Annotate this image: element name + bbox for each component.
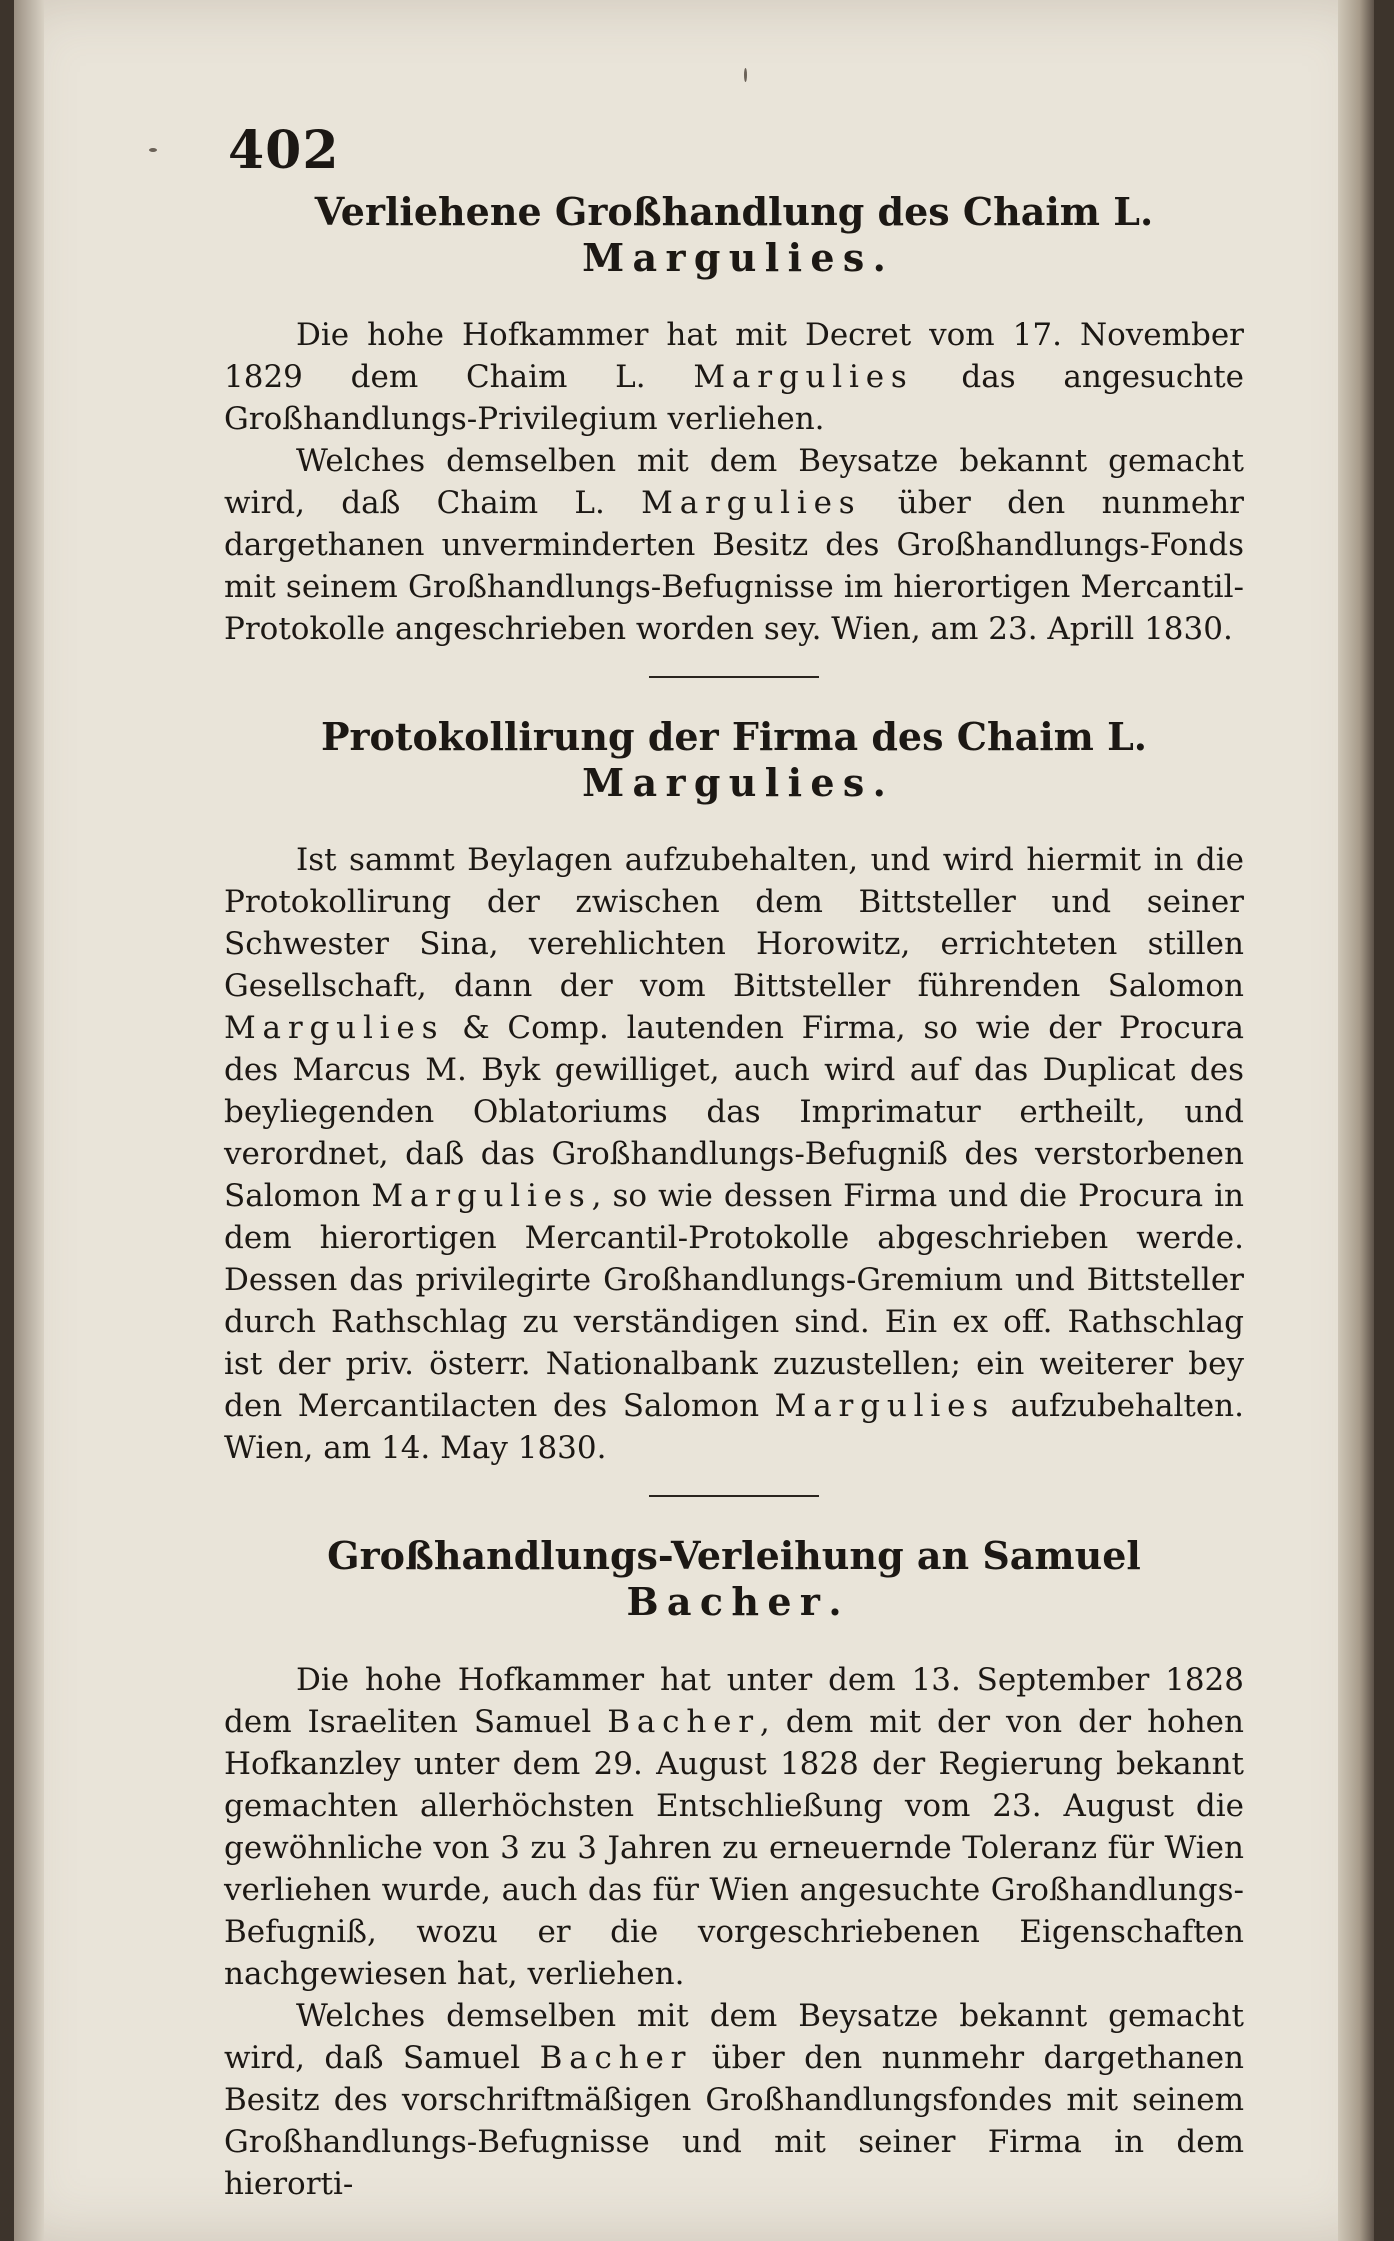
spaced-name: Margulies (774, 1388, 995, 1425)
page-edge-shadow (1338, 0, 1374, 2241)
section-title-punctuation: . (872, 234, 886, 280)
spaced-name: Margulies (641, 485, 862, 522)
section-title-text: Großhandlungs-Verleihung an Samuel (327, 1533, 1141, 1579)
section-title-text: Protokollirung der Firma des Chaim L. (320, 714, 1148, 760)
paragraph-text: , so wie dessen Firma und die Procura in dem hierortigen Mercantil-Protokolle abgeschrieben werde. Dessen das privilegirte Großhandlungs-Gremium und Bittsteller durch Rathschlag zu verständigen sind. Ein ex off. Rathschlag ist der priv. österr. Nationalbank zuzustellen; ein weiterer bey den Mercantilacten des Salomon (224, 1178, 1244, 1425)
section-title (224, 714, 1244, 805)
section-title-punctuation: . (828, 1578, 842, 1624)
spaced-name: Margulies (693, 359, 914, 396)
paragraph-text: aufzubehalten. Wien, am 14. May 1830. (224, 1388, 1244, 1467)
paragraph-text: & Comp. lautenden Firma, so wie der Procura des Marcus M. Byk gewilliget, auch wird auf das Duplicat des beyliegenden Oblatoriums das Imprimatur ertheilt, und verordnet, daß das Großhandlungs-Befugniß des verstorbenen Salomon (224, 1010, 1244, 1215)
spaced-name: Bacher (539, 2039, 693, 2076)
body-paragraph (224, 1659, 1244, 1995)
section-title-punctuation: . (872, 759, 886, 805)
section-title-spaced-name: Margulies (582, 759, 873, 805)
section-title-spaced-name: Bacher (626, 1578, 829, 1624)
ink-speck (149, 148, 157, 152)
body-paragraph (224, 440, 1244, 650)
section-title-spaced-name: Margulies (582, 234, 873, 280)
paragraph-text: Die hohe Hofkammer hat unter dem 13. September 1828 dem Israeliten Samuel (224, 1661, 1244, 1740)
book-page (14, 0, 1374, 2241)
page-number: 402 (228, 120, 340, 181)
section-divider (649, 676, 819, 678)
paragraph-text: über den nunmehr dargethanen Besitz des vorschriftmäßigen Großhandlungsfondes mit seinem Großhandlungs-Befugnisse und mit seiner Firma in dem hierorti- (224, 2039, 1245, 2202)
body-paragraph (224, 314, 1244, 440)
section-divider (649, 1495, 819, 1497)
paragraph-text: das angesuchte Großhandlungs-Privilegium verliehen. (224, 359, 1244, 438)
paragraph-text: über den nunmehr dargethanen unverminderten Besitz des Großhandlungs-Fonds mit seinem Großhandlungs-Befugnisse im hierortigen Mercantil-Protokolle angeschrieben worden sey. Wien, am 23. Aprill 1830. (224, 485, 1244, 648)
section-title (224, 1533, 1244, 1624)
section-title-text: Verliehene Großhandlung des Chaim L. (314, 189, 1154, 234)
page-spine-shadow (14, 0, 44, 2241)
spaced-name: Margulies (371, 1178, 592, 1215)
paragraph-text: Ist sammt Beylagen aufzubehalten, und wird hiermit in die Protokollirung der zwischen dem Bittsteller und seiner Schwester Sina, verehlichten Horowitz, errichteten stillen Gesellschaft, dann der vom Bittsteller führenden Salomon (224, 842, 1244, 1005)
ink-speck (744, 68, 747, 82)
body-paragraph (224, 839, 1244, 1469)
spaced-name: Bacher (607, 1703, 760, 1740)
paragraph-text: , dem mit der von der hohen Hofkanzley unter dem 29. August 1828 der Regierung bekannt gemachten allerhöchsten Entschließung vom 23. August die gewöhnliche von 3 zu 3 Jahren zu erneuernde Toleranz für Wien verliehen wurde, auch das für Wien angesuchte Großhandlungs-Befugniß, wozu er die vorgeschriebenen Eigenschaften nachgewiesen hat, verliehen. (224, 1703, 1244, 1992)
spaced-name: Margulies (224, 1010, 445, 1047)
body-paragraph (224, 1995, 1244, 2205)
paragraph-text: Welches demselben mit dem Beysatze bekannt gemacht wird, daß Chaim L. (224, 443, 1244, 522)
paragraph-text: Die hohe Hofkammer hat mit Decret vom 17. November 1829 dem Chaim L. (224, 317, 1244, 396)
paragraph-text: Welches demselben mit dem Beysatze bekannt gemacht wird, daß Samuel (224, 1997, 1244, 2076)
sections-container (224, 189, 1244, 2205)
section-title (224, 189, 1244, 280)
page-content (224, 120, 1244, 2205)
